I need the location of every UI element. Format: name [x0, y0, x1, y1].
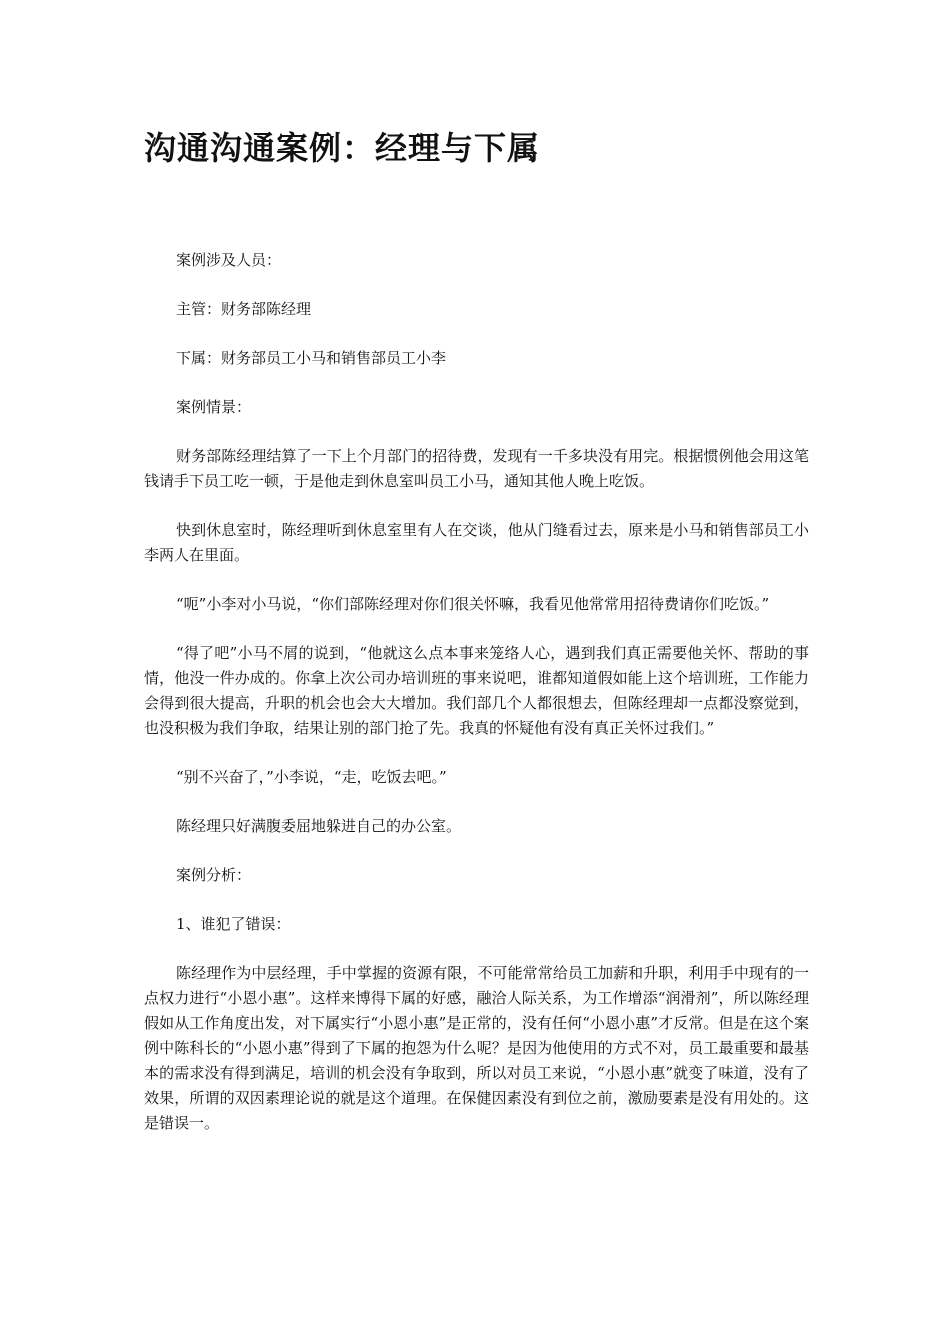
paragraph-analysis-point-1: 1、谁犯了错误：	[176, 915, 291, 933]
paragraph-analysis-text: 陈经理作为中层经理，手中掌握的资源有限，不可能常常给员工加薪和升职，利用手中现有的一点权力进行“小恩小惠”。这样来博得下属的好感，融洽人际关系，为工作增添“润滑剂”，所以陈经理假如从工作角度出发，对下属实行“小恩小惠”是正常的，没有任何“小恩小惠”才反常。但是在这个案例中陈科长的“小恩小惠”得到了下属的抱怨为什么呢？是因为他使用的方式不对，员工最重要和最基本的需求没有得到满足，培训的机会没有争取到，所以对员工来说，“小恩小惠”就变了味道，没有了效果，所谓的双因素理论说的就是这个道理。在保健因素没有到位之前，激励要素是没有用处的。这是错误一。	[144, 964, 809, 1132]
document-body	[144, 248, 809, 1160]
document-title: 沟通沟通案例：经理与下属	[144, 129, 541, 167]
paragraph-dialogue-3: “别不兴奋了，”小李说，“走，吃饭去吧。”	[176, 768, 447, 786]
paragraph-scenario-2: 快到休息室时，陈经理听到休息室里有人在交谈，他从门缝看过去，原来是小马和销售部员工小李两人在里面。	[144, 521, 809, 564]
paragraph-outcome: 陈经理只好满腹委屈地躲进自己的办公室。	[176, 817, 462, 835]
paragraph-people-involved: 案例涉及人员：	[176, 251, 282, 269]
paragraph-supervisor: 主管：财务部陈经理	[176, 300, 312, 318]
paragraph-subordinates: 下属：财务部员工小马和销售部员工小李	[176, 349, 447, 367]
paragraph-scenario-heading: 案例情景：	[176, 398, 252, 416]
paragraph-dialogue-2: “得了吧”小马不屑的说到，“他就这么点本事来笼络人心，遇到我们真正需要他关怀、帮助的事情，他没一件办成的。你拿上次公司办培训班的事来说吧，谁都知道假如能上这个培训班，工作能力会得到很大提高，升职的机会也会大大增加。我们部几个人都很想去，但陈经理却一点都没察觉到，也没积极为我们争取，结果让别的部门抢了先。我真的怀疑他有没有真正关怀过我们。”	[144, 644, 809, 737]
paragraph-dialogue-1: “呃”小李对小马说，“你们部陈经理对你们很关怀嘛，我看见他常常用招待费请你们吃饭。”	[176, 595, 770, 613]
paragraph-scenario-1: 财务部陈经理结算了一下上个月部门的招待费，发现有一千多块没有用完。根据惯例他会用这笔钱请手下员工吃一顿，于是他走到休息室叫员工小马，通知其他人晚上吃饭。	[144, 447, 809, 490]
paragraph-analysis-heading: 案例分析：	[176, 866, 252, 884]
